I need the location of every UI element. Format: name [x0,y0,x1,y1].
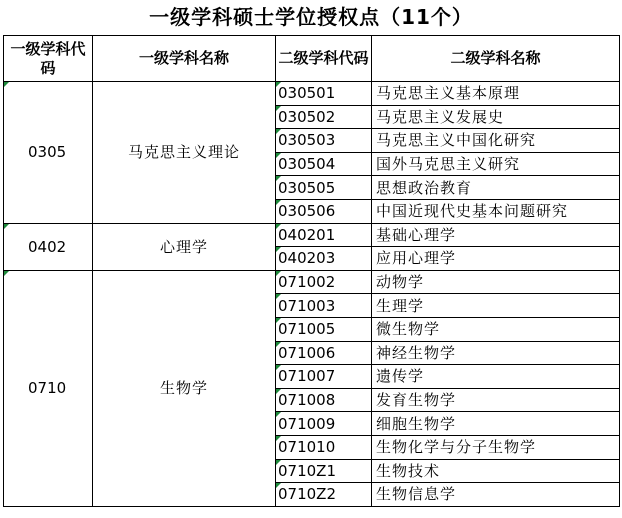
level2-name-cell: 生物化学与分子生物学 [372,435,620,459]
level2-code-cell: 071010 [276,435,372,459]
level2-name-cell: 微生物学 [372,317,620,341]
level2-code-cell: 071006 [276,341,372,365]
level2-code-cell: 030505 [276,176,372,200]
level2-name-cell: 马克思主义发展史 [372,105,620,129]
level2-code-cell: 040203 [276,247,372,271]
level2-name-cell: 思想政治教育 [372,176,620,200]
level2-code-cell: 030506 [276,199,372,223]
level2-code-cell: 071009 [276,412,372,436]
page-title: 一级学科硕士学位授权点（11个） [149,5,473,29]
header-row [4,36,620,82]
header-level2-name: 二级学科名称 [372,36,620,82]
level2-code-cell: 0710Z2 [276,483,372,507]
header-level2-code: 二级学科代码 [276,36,372,82]
degree-table [3,35,620,507]
level2-name-cell: 中国近现代史基本问题研究 [372,199,620,223]
level2-name-cell: 基础心理学 [372,223,620,247]
level2-code-cell: 071008 [276,388,372,412]
level2-name-cell: 细胞生物学 [372,412,620,436]
level2-code-cell: 030503 [276,129,372,153]
table-row [4,270,620,294]
level2-code-cell: 071005 [276,317,372,341]
level2-name-cell: 神经生物学 [372,341,620,365]
level1-name-cell: 马克思主义理论 [93,82,276,224]
level2-name-cell: 遗传学 [372,365,620,389]
header-level1-name: 一级学科名称 [93,36,276,82]
header-level1-code: 一级学科代码 [4,36,93,82]
level2-name-cell: 生物信息学 [372,483,620,507]
level1-code-cell: 0710 [4,270,93,506]
level1-name-cell: 生物学 [93,270,276,506]
level1-code-cell: 0402 [4,223,93,270]
level2-code-cell: 0710Z1 [276,459,372,483]
level2-name-cell: 生理学 [372,294,620,318]
level2-name-cell: 生物技术 [372,459,620,483]
table-body [4,82,620,507]
level2-code-cell: 030502 [276,105,372,129]
level2-code-cell: 071007 [276,365,372,389]
level2-name-cell: 应用心理学 [372,247,620,271]
level2-name-cell: 马克思主义基本原理 [372,82,620,106]
level2-code-cell: 040201 [276,223,372,247]
level2-code-cell: 071003 [276,294,372,318]
table-row [4,82,620,106]
level2-name-cell: 马克思主义中国化研究 [372,129,620,153]
level2-name-cell: 动物学 [372,270,620,294]
table-row [4,223,620,247]
level2-code-cell: 071002 [276,270,372,294]
level1-code-cell: 0305 [4,82,93,224]
level2-code-cell: 030501 [276,82,372,106]
level2-name-cell: 国外马克思主义研究 [372,152,620,176]
level2-name-cell: 发育生物学 [372,388,620,412]
level2-code-cell: 030504 [276,152,372,176]
level1-name-cell: 心理学 [93,223,276,270]
